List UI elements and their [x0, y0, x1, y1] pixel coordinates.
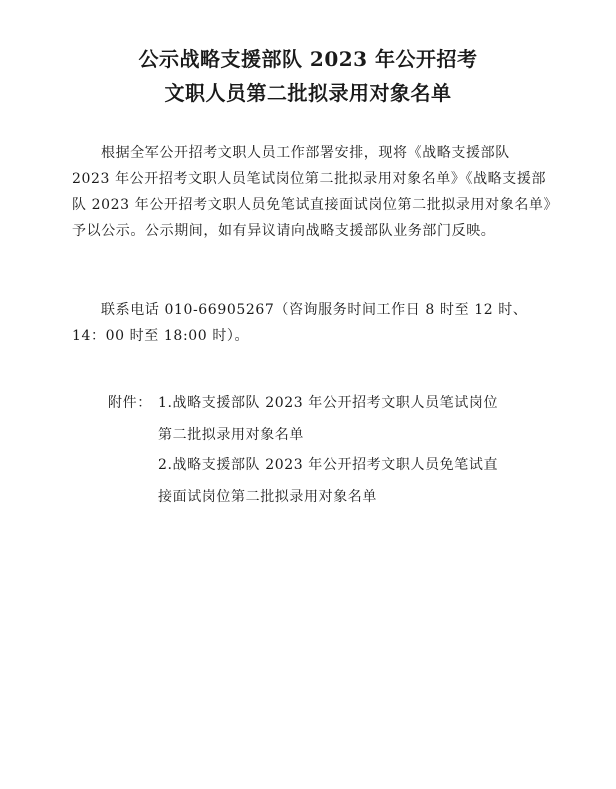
- attachment-item-text: 1.战略支援部队 2023 年公开招考文职人员笔试岗位: [158, 395, 499, 411]
- attachment-item-text-continued: 第二批拟录用对象名单: [158, 427, 304, 443]
- announcement-paragraph: 根据全军公开招考文职人员工作部署安排，现将《战略支援部队 2023 年公开招考文职人员笔试岗位第二批拟录用对象名单》《战略支援部队 2023 年公开招考文职人员免笔试直接面试岗位第二批拟录用对象名单》予以公示。公示期间，如有异议请向战略支援部队业务部门反映。: [72, 145, 552, 239]
- attachment-item-text: 2.战略支援部队 2023 年公开招考文职人员免笔试直: [158, 457, 499, 473]
- document-title-line-2: 文职人员第二批拟录用对象名单: [164, 81, 452, 105]
- attachments-label: 附件：: [108, 395, 152, 411]
- document-title-line-1: 公示战略支援部队 2023 年公开招考: [138, 47, 478, 71]
- attachment-item-text-continued: 接面试岗位第二批拟录用对象名单: [158, 489, 377, 505]
- contact-paragraph: 联系电话 010-66905267（咨询服务时间工作日 8 时至 12 时、14：00 时至 18:00 时）。: [72, 302, 528, 344]
- attachment-item: [158, 452, 553, 510]
- attachment-item: [158, 390, 553, 448]
